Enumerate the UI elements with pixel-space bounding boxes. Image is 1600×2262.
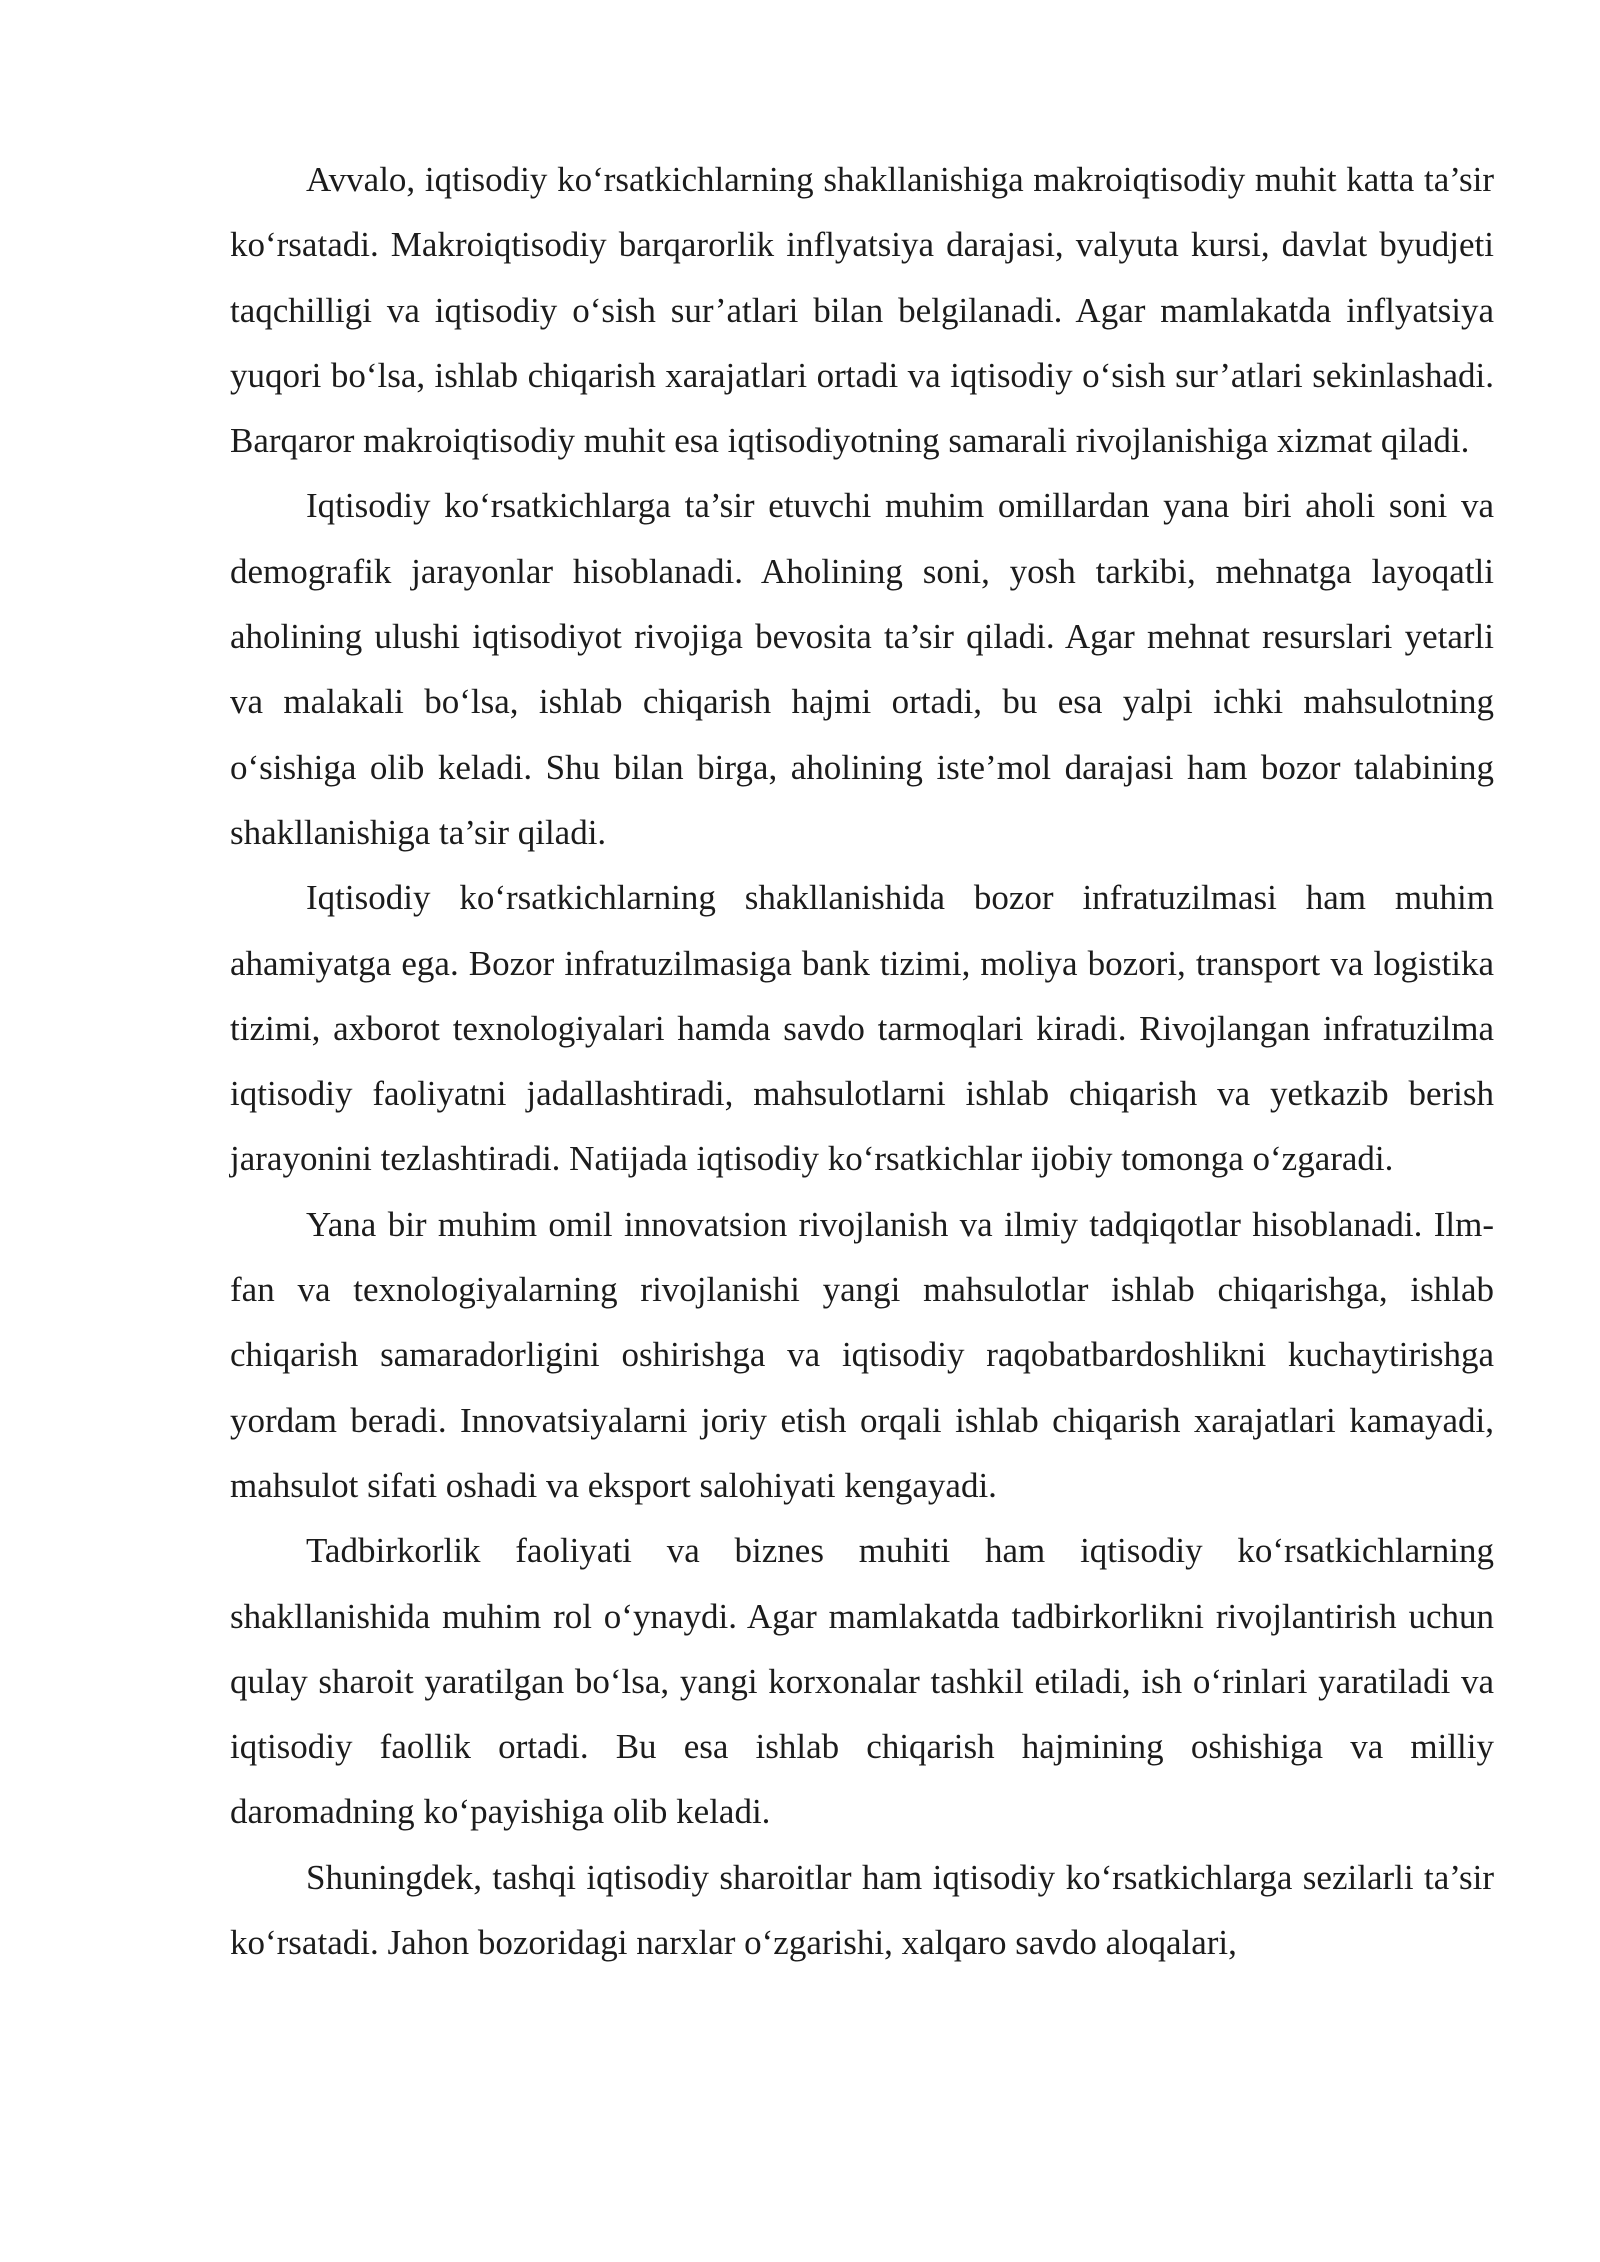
paragraph-external-conditions: Shuningdek, tashqi iqtisodiy sharoitlar ham iqtisodiy ko‘rsatkichlarga sezilarli ta’sir ko‘rsatadi. Jahon bozoridagi narxlar o‘zgarishi, xalqaro savdo aloqalari, [230,1857,1494,1963]
paragraph-entrepreneurship: Tadbirkorlik faoliyati va biznes muhiti ham iqtisodiy ko‘rsatkichlarning shakllanishida muhim rol o‘ynaydi. Agar mamlakatda tadbirkorlikni rivojlantirish uchun qulay sharoit yaratilgan bo‘lsa, yangi korxonalar tashkil etiladi, ish o‘rinlari yaratiladi va iqtisodiy faollik ortadi. Bu esa ishlab chiqarish hajmining oshishiga va milliy daromadning ko‘payishiga olib keladi. [230,1531,1494,1832]
document-body [230,147,1494,1975]
paragraph-innovation: Yana bir muhim omil innovatsion rivojlanish va ilmiy tadqiqotlar hisoblanadi. Ilm-fan va texnologiyalarning rivojlanishi yangi mahsulotlar ishlab chiqarishga, ishlab chiqarish samaradorligini oshirishga va iqtisodiy raqobatbardoshlikni kuchaytirishga yordam beradi. Innovatsiyalarni joriy etish orqali ishlab chiqarish xarajatlari kamayadi, mahsulot sifati oshadi va eksport salohiyati kengayadi. [230,1204,1494,1505]
paragraph-demographics: Iqtisodiy ko‘rsatkichlarga ta’sir etuvchi muhim omillardan yana biri aholi soni va demografik jarayonlar hisoblanadi. Aholining soni, yosh tarkibi, mehnatga layoqatli aholining ulushi iqtisodiyot rivojiga bevosita ta’sir qiladi. Agar mehnat resurslari yetarli va malakali bo‘lsa, ishlab chiqarish hajmi ortadi, bu esa yalpi ichki mahsulotning o‘sishiga olib keladi. Shu bilan birga, aholining iste’mol darajasi ham bozor talabining shakllanishiga ta’sir qiladi. [230,486,1494,852]
paragraph-macroeconomic-environment: Avvalo, iqtisodiy ko‘rsatkichlarning shakllanishiga makroiqtisodiy muhit katta ta’sir ko‘rsatadi. Makroiqtisodiy barqarorlik inflyatsiya darajasi, valyuta kursi, davlat byudjeti taqchilligi va iqtisodiy o‘sish sur’atlari bilan belgilanadi. Agar mamlakatda inflyatsiya yuqori bo‘lsa, ishlab chiqarish xarajatlari ortadi va iqtisodiy o‘sish sur’atlari sekinlashadi. Barqaror makroiqtisodiy muhit esa iqtisodiyotning samarali rivojlanishiga xizmat qiladi. [230,160,1494,461]
paragraph-market-infrastructure: Iqtisodiy ko‘rsatkichlarning shakllanishida bozor infratuzilmasi ham muhim ahamiyatga ega. Bozor infratuzilmasiga bank tizimi, moliya bozori, transport va logistika tizimi, axborot texnologiyalari hamda savdo tarmoqlari kiradi. Rivojlangan infratuzilma iqtisodiy faoliyatni jadallashtiradi, mahsulotlarni ishlab chiqarish va yetkazib berish jarayonini tezlashtiradi. Natijada iqtisodiy ko‘rsatkichlar ijobiy tomonga o‘zgaradi. [230,878,1494,1179]
